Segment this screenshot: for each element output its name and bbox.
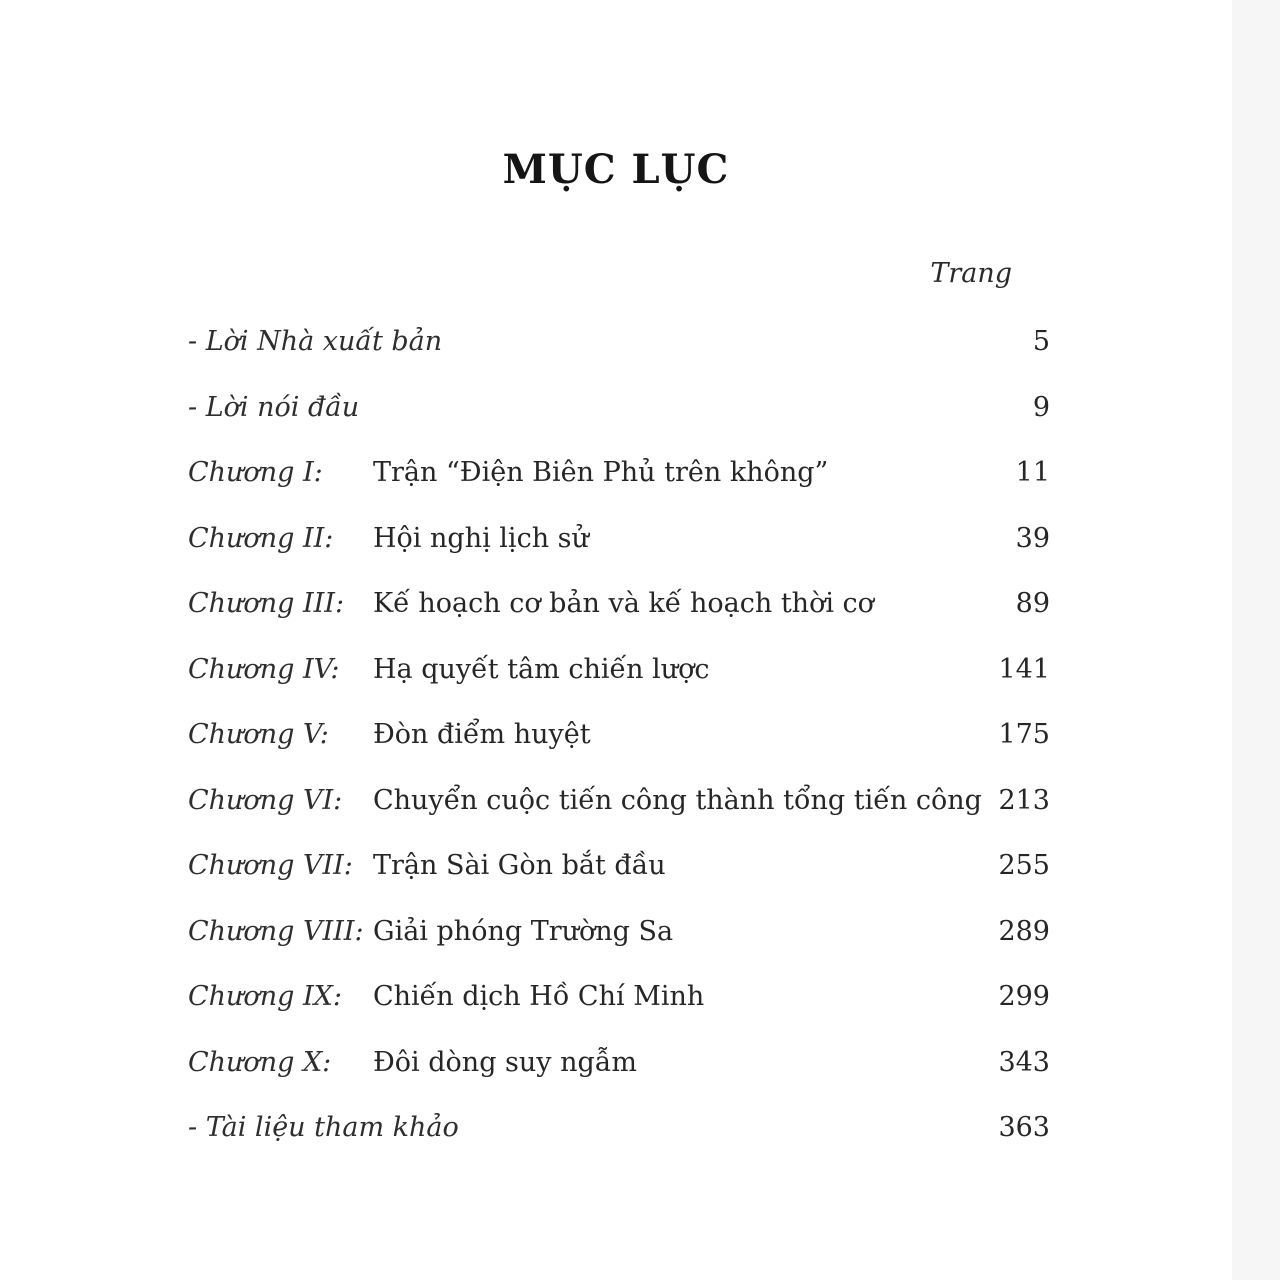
toc-entry-page: 213 [998, 784, 1050, 816]
toc-entry [188, 912, 1050, 978]
toc-entry-label: - Lời nói đầu [188, 391, 360, 423]
toc-entry-label: - Tài liệu tham khảo [188, 1112, 459, 1143]
toc-entry-title: Kế hoạch cơ bản và kế hoạch thời cơ [373, 588, 874, 619]
toc-entry [188, 1043, 1050, 1109]
toc-entry [188, 1108, 1050, 1174]
page-title: MỤC LỤC [502, 146, 730, 193]
toc-entry [188, 977, 1050, 1043]
toc-entry-title: Chiến dịch Hồ Chí Minh [373, 981, 705, 1012]
toc-entry-page: 11 [1015, 457, 1050, 488]
toc-entry-label: Chương V: [188, 719, 329, 750]
toc-entry-title: Hạ quyết tâm chiến lược [373, 653, 710, 685]
toc-entry [188, 388, 1050, 454]
toc-entry [188, 846, 1050, 912]
toc-entry-title: Trận Sài Gòn bắt đầu [373, 850, 666, 881]
toc-entry [188, 715, 1050, 781]
toc-entry-label: Chương IV: [188, 653, 340, 685]
toc-entry [188, 781, 1050, 847]
toc-entry-label: Chương II: [188, 522, 334, 554]
toc-entry [188, 584, 1050, 650]
toc-entry-label: Chương VI: [188, 784, 343, 816]
toc-entry-label: Chương III: [188, 588, 345, 619]
toc-entry [188, 322, 1050, 388]
toc-entry [188, 453, 1050, 519]
toc-entry-label: - Lời Nhà xuất bản [188, 326, 443, 357]
toc-entry-page: 299 [998, 981, 1050, 1012]
toc-entry-label: Chương VII: [188, 850, 353, 881]
toc-entry-title: Trận “Điện Biên Phủ trên không” [373, 457, 829, 488]
toc-entry-label: Chương VIII: [188, 915, 364, 947]
toc-entry-title: Đôi dòng suy ngẫm [373, 1046, 637, 1078]
page-column-label: Trang [930, 258, 1012, 289]
toc-entry-page: 255 [998, 850, 1050, 881]
toc-entry [188, 519, 1050, 585]
toc-entry-page: 39 [1015, 522, 1050, 554]
toc-entry-page: 175 [998, 719, 1050, 750]
toc-entry-page: 5 [1032, 326, 1050, 357]
toc-entry-page: 9 [1032, 391, 1050, 423]
toc-entry-label: Chương X: [188, 1046, 332, 1078]
toc-entry-title: Giải phóng Trường Sa [373, 915, 674, 947]
toc-entry-page: 89 [1015, 588, 1050, 619]
table-of-contents [188, 322, 1050, 1174]
toc-entry-title: Hội nghị lịch sử [373, 522, 589, 554]
toc-entry [188, 650, 1050, 716]
toc-entry-page: 363 [998, 1112, 1050, 1143]
toc-entry-page: 289 [998, 915, 1050, 947]
toc-entry-label: Chương I: [188, 457, 323, 488]
toc-entry-page: 343 [998, 1046, 1050, 1078]
toc-entry-title: Đòn điểm huyệt [373, 719, 591, 750]
toc-entry-label: Chương IX: [188, 981, 342, 1012]
toc-entry-page: 141 [998, 653, 1050, 685]
page-edge [1232, 0, 1280, 1280]
toc-entry-title: Chuyển cuộc tiến công thành tổng tiến công [373, 784, 982, 816]
